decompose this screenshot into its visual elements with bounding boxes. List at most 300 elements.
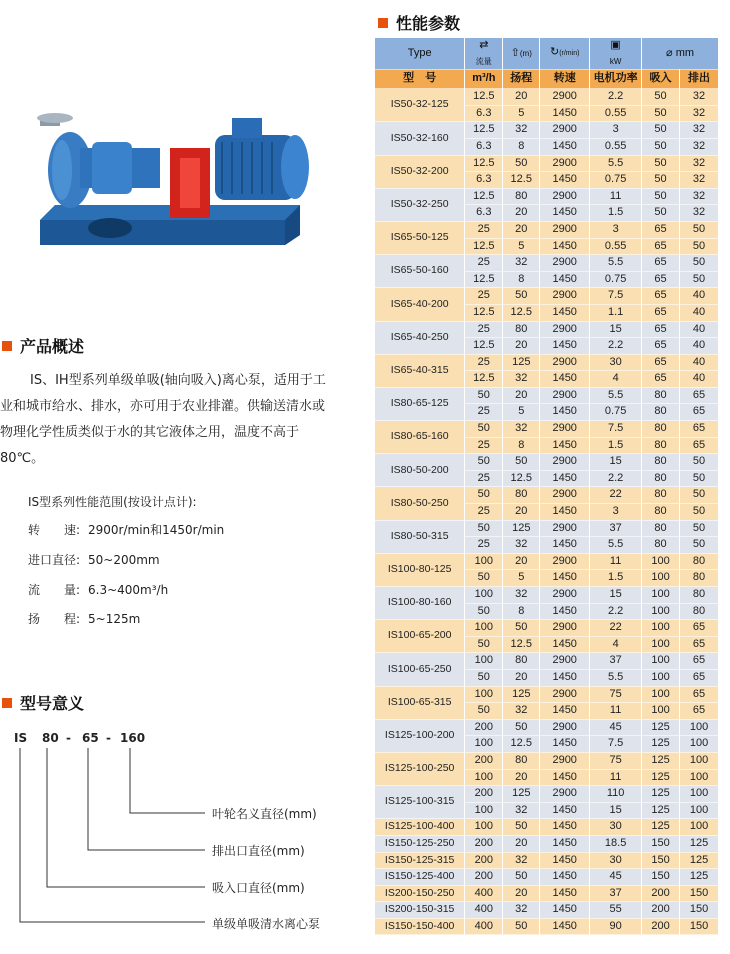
value-cell: 65 — [680, 404, 719, 421]
value-cell: 12.5 — [465, 338, 503, 355]
value-cell: 20 — [503, 221, 540, 238]
value-cell: 6.3 — [465, 138, 503, 155]
value-cell: 1450 — [540, 437, 590, 454]
bullet-square-icon — [378, 18, 388, 28]
value-cell: 50 — [503, 918, 540, 935]
table-row — [375, 255, 719, 272]
value-cell: 100 — [465, 653, 503, 670]
value-cell: 25 — [465, 221, 503, 238]
bullet-square-icon — [2, 698, 12, 708]
model-cell: IS100-80-160 — [375, 587, 465, 620]
table-row — [375, 122, 719, 139]
model-cell: IS50-32-160 — [375, 122, 465, 155]
value-cell: 30 — [590, 852, 642, 869]
value-cell: 110 — [590, 786, 642, 803]
value-cell: 100 — [642, 653, 680, 670]
value-cell: 80 — [680, 570, 719, 587]
value-cell: 1450 — [540, 902, 590, 919]
value-cell: 1450 — [540, 736, 590, 753]
value-cell: 80 — [642, 454, 680, 471]
value-cell: 25 — [465, 255, 503, 272]
value-cell: 80 — [642, 387, 680, 404]
value-cell: 50 — [465, 636, 503, 653]
value-cell: 32 — [680, 172, 719, 189]
value-cell: 55 — [590, 902, 642, 919]
value-cell: 12.5 — [465, 155, 503, 172]
value-cell: 65 — [680, 703, 719, 720]
value-cell: 50 — [680, 520, 719, 537]
value-cell: 32 — [680, 155, 719, 172]
value-cell: 80 — [503, 188, 540, 205]
value-cell: 50 — [503, 620, 540, 637]
value-cell: 125 — [680, 852, 719, 869]
value-cell: 50 — [465, 603, 503, 620]
value-cell: 400 — [465, 885, 503, 902]
value-cell: 1450 — [540, 703, 590, 720]
value-cell: 150 — [642, 835, 680, 852]
range-title: IS型系列性能范围(按设计点计): — [28, 495, 197, 509]
value-cell: 50 — [503, 288, 540, 305]
bullet-square-icon — [2, 341, 12, 351]
value-cell: 4 — [590, 636, 642, 653]
value-cell: 7.5 — [590, 288, 642, 305]
model-label: 叶轮名义直径(mm) — [212, 807, 317, 821]
value-cell: 100 — [642, 553, 680, 570]
diameter-icon: ⌀ — [666, 46, 673, 59]
value-cell: 32 — [503, 122, 540, 139]
value-cell: 400 — [465, 902, 503, 919]
value-cell: 11 — [590, 553, 642, 570]
value-cell: 125 — [642, 736, 680, 753]
value-cell: 50 — [503, 819, 540, 836]
model-label: 吸入口直径(mm) — [212, 881, 305, 895]
value-cell: 125 — [642, 786, 680, 803]
value-cell: 125 — [680, 835, 719, 852]
header-type: Type — [375, 38, 465, 70]
value-cell: 100 — [680, 819, 719, 836]
value-cell: 12.5 — [465, 122, 503, 139]
value-cell: 32 — [503, 802, 540, 819]
value-cell: 80 — [503, 653, 540, 670]
model-leader-lines — [0, 740, 330, 940]
value-cell: 2900 — [540, 255, 590, 272]
table-row — [375, 587, 719, 604]
value-cell: 50 — [680, 271, 719, 288]
value-cell: 2900 — [540, 620, 590, 637]
value-cell: 65 — [642, 221, 680, 238]
table-row — [375, 321, 719, 338]
value-cell: 50 — [642, 172, 680, 189]
value-cell: 15 — [590, 321, 642, 338]
value-cell: 0.55 — [590, 238, 642, 255]
value-cell: 2900 — [540, 122, 590, 139]
value-cell: 80 — [642, 487, 680, 504]
header-diameter: ⌀ mm — [642, 38, 719, 70]
value-cell: 12.5 — [503, 470, 540, 487]
value-cell: 1450 — [540, 802, 590, 819]
value-cell: 40 — [680, 304, 719, 321]
value-cell: 100 — [642, 636, 680, 653]
value-cell: 12.5 — [503, 636, 540, 653]
model-cell: IS125-100-315 — [375, 786, 465, 819]
value-cell: 2900 — [540, 155, 590, 172]
value-cell: 50 — [465, 454, 503, 471]
table-row — [375, 620, 719, 637]
overview-section-title: 产品概述 — [2, 334, 84, 357]
value-cell: 200 — [465, 869, 503, 886]
value-cell: 8 — [503, 437, 540, 454]
model-cell: IS80-65-125 — [375, 387, 465, 420]
value-cell: 2900 — [540, 454, 590, 471]
value-cell: 1450 — [540, 869, 590, 886]
model-cell: IS100-65-250 — [375, 653, 465, 686]
model-label: 单级单吸清水离心泵 — [212, 917, 321, 931]
value-cell: 65 — [642, 238, 680, 255]
value-cell: 1450 — [540, 172, 590, 189]
model-cell: IS150-150-400 — [375, 918, 465, 935]
value-cell: 32 — [680, 205, 719, 222]
value-cell: 20 — [503, 89, 540, 106]
value-cell: 50 — [642, 205, 680, 222]
value-cell: 11 — [590, 703, 642, 720]
value-cell: 125 — [503, 520, 540, 537]
model-part: 65 — [82, 731, 99, 745]
value-cell: 32 — [503, 852, 540, 869]
value-cell: 20 — [503, 769, 540, 786]
value-cell: 100 — [680, 769, 719, 786]
value-cell: 1450 — [540, 504, 590, 521]
value-cell: 5 — [503, 105, 540, 122]
value-cell: 12.5 — [465, 271, 503, 288]
value-cell: 1450 — [540, 138, 590, 155]
value-cell: 25 — [465, 321, 503, 338]
spec-row: 进口直径: 50~200mm — [28, 553, 160, 567]
value-cell: 11 — [590, 188, 642, 205]
model-cell: IS200-150-315 — [375, 902, 465, 919]
model-part: - — [106, 731, 111, 745]
value-cell: 40 — [680, 354, 719, 371]
value-cell: 25 — [465, 354, 503, 371]
model-cell: IS100-65-200 — [375, 620, 465, 653]
value-cell: 65 — [680, 686, 719, 703]
value-cell: 1450 — [540, 537, 590, 554]
table-row — [375, 786, 719, 803]
value-cell: 2.2 — [590, 470, 642, 487]
value-cell: 40 — [680, 288, 719, 305]
value-cell: 2900 — [540, 752, 590, 769]
model-section-title: 型号意义 — [2, 691, 84, 714]
value-cell: 200 — [465, 786, 503, 803]
value-cell: 8 — [503, 603, 540, 620]
model-cell: IS65-40-200 — [375, 288, 465, 321]
value-cell: 50 — [503, 454, 540, 471]
value-cell: 150 — [680, 885, 719, 902]
model-cell: IS150-125-400 — [375, 869, 465, 886]
table-row — [375, 719, 719, 736]
value-cell: 2900 — [540, 321, 590, 338]
value-cell: 100 — [680, 786, 719, 803]
value-cell: 100 — [680, 802, 719, 819]
value-cell: 125 — [642, 819, 680, 836]
value-cell: 32 — [680, 188, 719, 205]
model-label: 排出口直径(mm) — [212, 844, 305, 858]
value-cell: 25 — [465, 437, 503, 454]
table-row — [375, 387, 719, 404]
value-cell: 50 — [465, 387, 503, 404]
model-cell: IS125-100-250 — [375, 752, 465, 785]
value-cell: 25 — [465, 404, 503, 421]
value-cell: 50 — [680, 537, 719, 554]
value-cell: 80 — [503, 487, 540, 504]
value-cell: 1450 — [540, 819, 590, 836]
value-cell: 2900 — [540, 221, 590, 238]
table-row — [375, 454, 719, 471]
value-cell: 7.5 — [590, 736, 642, 753]
value-cell: 65 — [642, 304, 680, 321]
model-part: 80 — [42, 731, 59, 745]
value-cell: 22 — [590, 487, 642, 504]
table-row — [375, 869, 719, 886]
table-row — [375, 902, 719, 919]
value-cell: 100 — [465, 802, 503, 819]
value-cell: 400 — [465, 918, 503, 935]
value-cell: 80 — [642, 437, 680, 454]
value-cell: 2900 — [540, 487, 590, 504]
value-cell: 65 — [680, 421, 719, 438]
model-cell: IS150-125-250 — [375, 835, 465, 852]
value-cell: 100 — [642, 703, 680, 720]
value-cell: 5.5 — [590, 669, 642, 686]
value-cell: 2900 — [540, 653, 590, 670]
value-cell: 5.5 — [590, 387, 642, 404]
value-cell: 32 — [503, 421, 540, 438]
value-cell: 15 — [590, 587, 642, 604]
value-cell: 5.5 — [590, 537, 642, 554]
value-cell: 65 — [642, 288, 680, 305]
value-cell: 65 — [680, 669, 719, 686]
value-cell: 100 — [680, 752, 719, 769]
value-cell: 20 — [503, 553, 540, 570]
rotation-icon: ↻ — [549, 46, 560, 59]
model-cell: IS125-100-200 — [375, 719, 465, 752]
value-cell: 75 — [590, 752, 642, 769]
table-subheader-row: 型 号 m³/h 扬程 转速 电机功率 吸入 排出 — [375, 70, 719, 89]
table-row — [375, 918, 719, 935]
value-cell: 2900 — [540, 553, 590, 570]
value-cell: 50 — [465, 703, 503, 720]
value-cell: 1450 — [540, 205, 590, 222]
table-row — [375, 421, 719, 438]
value-cell: 5 — [503, 570, 540, 587]
value-cell: 100 — [642, 570, 680, 587]
value-cell: 100 — [642, 686, 680, 703]
value-cell: 30 — [590, 354, 642, 371]
value-cell: 12.5 — [503, 172, 540, 189]
header-head: ⇧(m) — [503, 38, 540, 70]
value-cell: 5 — [503, 404, 540, 421]
value-cell: 32 — [503, 255, 540, 272]
value-cell: 200 — [642, 918, 680, 935]
value-cell: 1450 — [540, 603, 590, 620]
table-row — [375, 487, 719, 504]
value-cell: 50 — [642, 122, 680, 139]
value-cell: 50 — [642, 89, 680, 106]
value-cell: 2.2 — [590, 603, 642, 620]
value-cell: 125 — [642, 719, 680, 736]
value-cell: 45 — [590, 719, 642, 736]
value-cell: 12.5 — [503, 736, 540, 753]
value-cell: 2900 — [540, 719, 590, 736]
value-cell: 1450 — [540, 371, 590, 388]
value-cell: 6.3 — [465, 205, 503, 222]
value-cell: 100 — [642, 603, 680, 620]
table-row — [375, 686, 719, 703]
model-cell: IS80-50-315 — [375, 520, 465, 553]
value-cell: 80 — [642, 537, 680, 554]
value-cell: 0.55 — [590, 138, 642, 155]
model-cell: IS50-32-200 — [375, 155, 465, 188]
value-cell: 50 — [680, 454, 719, 471]
value-cell: 200 — [642, 902, 680, 919]
value-cell: 32 — [680, 138, 719, 155]
value-cell: 6.3 — [465, 172, 503, 189]
value-cell: 2900 — [540, 354, 590, 371]
value-cell: 80 — [680, 587, 719, 604]
value-cell: 1450 — [540, 885, 590, 902]
value-cell: 150 — [642, 852, 680, 869]
table-header-row — [375, 38, 719, 70]
value-cell: 50 — [680, 487, 719, 504]
table-row — [375, 520, 719, 537]
value-cell: 80 — [642, 421, 680, 438]
value-cell: 1450 — [540, 852, 590, 869]
value-cell: 2900 — [540, 587, 590, 604]
value-cell: 1450 — [540, 669, 590, 686]
table-row — [375, 852, 719, 869]
value-cell: 32 — [503, 371, 540, 388]
model-part: IS — [14, 731, 28, 745]
value-cell: 8 — [503, 138, 540, 155]
value-cell: 65 — [642, 321, 680, 338]
value-cell: 80 — [503, 752, 540, 769]
value-cell: 2900 — [540, 188, 590, 205]
value-cell: 125 — [642, 752, 680, 769]
value-cell: 100 — [465, 819, 503, 836]
value-cell: 150 — [680, 918, 719, 935]
value-cell: 50 — [642, 188, 680, 205]
value-cell: 100 — [465, 686, 503, 703]
table-row — [375, 885, 719, 902]
model-cell: IS100-65-315 — [375, 686, 465, 719]
value-cell: 20 — [503, 885, 540, 902]
value-cell: 1450 — [540, 338, 590, 355]
value-cell: 20 — [503, 387, 540, 404]
value-cell: 2900 — [540, 387, 590, 404]
value-cell: 12.5 — [465, 89, 503, 106]
table-row — [375, 188, 719, 205]
pump-photo — [0, 30, 340, 275]
value-cell: 1450 — [540, 105, 590, 122]
value-cell: 100 — [642, 587, 680, 604]
header-flow: ⇄ 流量 — [465, 38, 503, 70]
value-cell: 12.5 — [503, 304, 540, 321]
table-row — [375, 89, 719, 106]
model-part: - — [66, 731, 71, 745]
value-cell: 32 — [680, 122, 719, 139]
value-cell: 50 — [465, 669, 503, 686]
value-cell: 50 — [680, 238, 719, 255]
value-cell: 65 — [642, 271, 680, 288]
value-cell: 20 — [503, 835, 540, 852]
value-cell: 100 — [465, 736, 503, 753]
value-cell: 2.2 — [590, 89, 642, 106]
value-cell: 5.5 — [590, 155, 642, 172]
value-cell: 1.5 — [590, 570, 642, 587]
table-row — [375, 819, 719, 836]
value-cell: 100 — [642, 669, 680, 686]
value-cell: 2900 — [540, 288, 590, 305]
value-cell: 3 — [590, 221, 642, 238]
value-cell: 1.1 — [590, 304, 642, 321]
value-cell: 32 — [680, 89, 719, 106]
value-cell: 1450 — [540, 835, 590, 852]
value-cell: 2900 — [540, 786, 590, 803]
value-cell: 40 — [680, 321, 719, 338]
head-arrow-icon: ⇧ — [510, 46, 520, 59]
value-cell: 40 — [680, 338, 719, 355]
value-cell: 50 — [503, 869, 540, 886]
flow-icon: ⇄ — [479, 39, 489, 51]
table-row — [375, 653, 719, 670]
value-cell: 0.75 — [590, 271, 642, 288]
model-cell: IS65-50-125 — [375, 221, 465, 254]
value-cell: 20 — [503, 669, 540, 686]
model-cell: IS50-32-250 — [375, 188, 465, 221]
model-cell: IS50-32-125 — [375, 89, 465, 122]
value-cell: 50 — [680, 470, 719, 487]
value-cell: 80 — [642, 404, 680, 421]
value-cell: 18.5 — [590, 835, 642, 852]
value-cell: 1450 — [540, 636, 590, 653]
value-cell: 0.75 — [590, 404, 642, 421]
value-cell: 200 — [465, 852, 503, 869]
value-cell: 100 — [642, 620, 680, 637]
value-cell: 65 — [680, 620, 719, 637]
model-part: 160 — [120, 731, 146, 745]
value-cell: 1450 — [540, 271, 590, 288]
model-cell: IS150-125-315 — [375, 852, 465, 869]
value-cell: 80 — [680, 553, 719, 570]
value-cell: 200 — [465, 752, 503, 769]
value-cell: 65 — [680, 653, 719, 670]
value-cell: 2900 — [540, 520, 590, 537]
value-cell: 125 — [642, 769, 680, 786]
value-cell: 100 — [680, 719, 719, 736]
value-cell: 6.3 — [465, 105, 503, 122]
value-cell: 15 — [590, 802, 642, 819]
value-cell: 200 — [642, 885, 680, 902]
value-cell: 1.5 — [590, 437, 642, 454]
value-cell: 4 — [590, 371, 642, 388]
value-cell: 25 — [465, 288, 503, 305]
value-cell: 12.5 — [465, 304, 503, 321]
value-cell: 5.5 — [590, 255, 642, 272]
value-cell: 7.5 — [590, 421, 642, 438]
spec-row: 扬 程: 5~125m — [28, 612, 141, 626]
value-cell: 50 — [642, 105, 680, 122]
value-cell: 32 — [503, 537, 540, 554]
value-cell: 100 — [465, 553, 503, 570]
